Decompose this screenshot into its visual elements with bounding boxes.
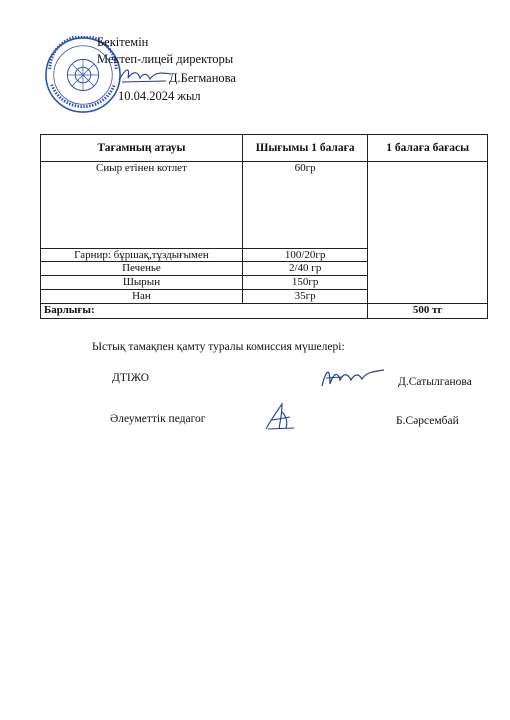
table-row: [41, 162, 488, 249]
dish-yield: 100/20гр: [242, 249, 368, 262]
table-header-row: [41, 135, 488, 162]
commission-member2-name: Б.Сәрсембай: [396, 415, 459, 427]
dish-name: Шырын: [41, 276, 243, 290]
table-total-row: [41, 304, 488, 319]
column-header-dish: Тағамның атауы: [41, 135, 243, 162]
dish-yield: 150гр: [242, 276, 368, 290]
total-value: 500 тг: [368, 304, 488, 319]
commission-member1-role: ДТІЖО: [112, 372, 150, 384]
total-label: Барлығы:: [41, 304, 368, 319]
dish-yield: 60гр: [242, 162, 368, 249]
commission-title: Ыстық тамақпен қамту туралы комиссия мүшелері:: [92, 341, 345, 353]
dish-name: Нан: [41, 290, 243, 304]
commission-member1-name: Д.Сатылганова: [398, 376, 472, 388]
dish-yield: 2/40 гр: [242, 262, 368, 276]
dish-name: Гарнир: бұршақ,тұздығымен: [41, 249, 243, 262]
approval-director-title: Мектеп-лицей директоры: [97, 52, 234, 66]
commission-member2-role: Әлеуметтік педагог: [110, 413, 206, 425]
dish-yield: 35гр: [242, 290, 368, 304]
approval-date: 10.04.2024 жыл: [118, 89, 201, 103]
member1-signature: [318, 364, 388, 390]
approval-approve-label: Бекітемін: [97, 35, 149, 49]
column-header-yield: Шығымы 1 балаға: [242, 135, 368, 162]
price-cell: [368, 162, 488, 304]
director-signature: [116, 64, 174, 86]
menu-table: [40, 134, 488, 319]
member2-signature: [262, 402, 298, 432]
approval-director-name: Д.Бегманова: [169, 71, 236, 85]
dish-name: Печенье: [41, 262, 243, 276]
dish-name: Сиыр етінен котлет: [41, 162, 243, 249]
column-header-price: 1 балаға бағасы: [368, 135, 488, 162]
